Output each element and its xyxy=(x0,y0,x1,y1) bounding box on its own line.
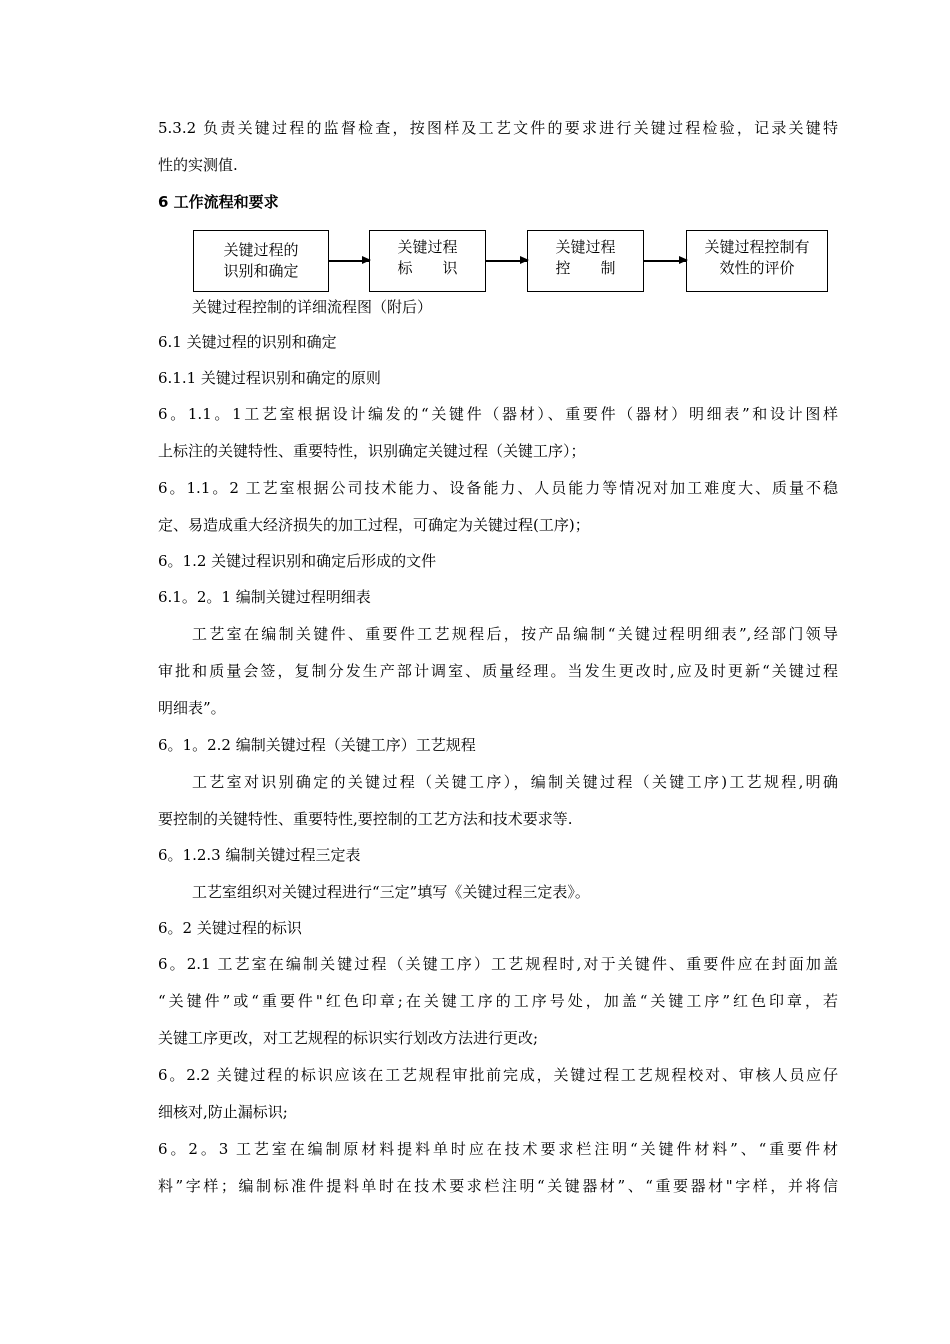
flow-box-evaluate-line-2: 效性的评价 xyxy=(719,259,795,277)
flow-box-identify xyxy=(193,230,329,292)
flow-chart-caption: 关键过程控制的详细流程图（附后） xyxy=(192,298,433,316)
flow-arrow-3 xyxy=(644,260,686,262)
flow-box-identify-line-1: 关键过程的 xyxy=(223,241,299,259)
section-6-1-2-heading: 6。1.2 关键过程识别和确定后形成的文件 xyxy=(158,552,437,570)
flow-box-control xyxy=(527,230,644,292)
section-6-2-heading: 6。2 关键过程的标识 xyxy=(158,919,302,937)
flow-box-control-line-2: 控 制 xyxy=(555,259,616,277)
flow-box-mark xyxy=(369,230,486,292)
paragraph-6-1-1-2-line-2: 定、易造成重大经济损失的加工过程，可确定为关键过程(工序)； xyxy=(158,516,590,534)
flow-box-mark-line-2: 标 识 xyxy=(397,259,458,277)
paragraph-5-3-2-line-1: 5.3.2 负责关键过程的监督检查，按图样及工艺文件的要求进行关键过程检验，记录关键特 xyxy=(158,119,838,137)
paragraph-6-1-2-2-line-1: 工艺室对识别确定的关键过程（关键工序），编制关键过程（关键工序)工艺规程,明确 xyxy=(192,773,838,791)
paragraph-6-2-3-line-2: 料”字样；编制标准件提料单时在技术要求栏注明“关键器材”、“重要器材"字样，并将信 xyxy=(158,1177,838,1195)
paragraph-5-3-2-line-2: 性的实测值. xyxy=(158,156,238,174)
paragraph-6-1-2-1-line-1: 工艺室在编制关键件、重要件工艺规程后，按产品编制“关键过程明细表”,经部门领导 xyxy=(192,625,838,643)
section-6-1-2-3-heading: 6。1.2.3 编制关键过程三定表 xyxy=(158,846,361,864)
paragraph-6-2-1-line-2: “关键件”或“重要件"红色印章;在关键工序的工序号处，加盖“关键工序”红色印章，若 xyxy=(158,992,838,1010)
paragraph-6-2-1-line-1: 6。2.1 工艺室在编制关键过程（关键工序）工艺规程时,对于关键件、重要件应在封面加盖 xyxy=(158,955,838,973)
section-6-1-1-heading: 6.1.1 关键过程识别和确定的原则 xyxy=(158,369,381,387)
section-6-1-heading: 6.1 关键过程的识别和确定 xyxy=(158,333,337,351)
paragraph-6-1-1-1-line-1: 6。1.1。1工艺室根据设计编发的“关键件（器材）、重要件（器材）明细表”和设计图样 xyxy=(158,405,838,423)
paragraph-6-1-1-2-line-1: 6。1.1。2 工艺室根据公司技术能力、设备能力、人员能力等情况对加工难度大、质量不稳 xyxy=(158,479,838,497)
section-6-1-2-1-heading: 6.1。2。1 编制关键过程明细表 xyxy=(158,588,371,606)
paragraph-6-2-3-line-1: 6。2。3 工艺室在编制原材料提料单时应在技术要求栏注明“关键件材料”、“重要件材 xyxy=(158,1140,838,1158)
paragraph-6-1-2-3: 工艺室组织对关键过程进行“三定”填写《关键过程三定表》。 xyxy=(192,883,590,901)
flow-box-control-line-1: 关键过程 xyxy=(555,238,616,256)
flow-box-mark-line-1: 关键过程 xyxy=(397,238,458,256)
paragraph-6-1-2-2-line-2: 要控制的关键特性、重要特性,要控制的工艺方法和技术要求等. xyxy=(158,810,573,828)
flow-arrow-1 xyxy=(329,260,369,262)
flow-box-evaluate-line-1: 关键过程控制有 xyxy=(704,238,810,256)
section-6-heading: 6 工作流程和要求 xyxy=(158,193,279,211)
flow-box-evaluate xyxy=(686,230,828,292)
flow-box-identify-line-2: 识别和确定 xyxy=(223,262,299,280)
paragraph-6-2-1-line-3: 关键工序更改，对工艺规程的标识实行划改方法进行更改; xyxy=(158,1029,539,1047)
paragraph-6-2-2-line-2: 细核对,防止漏标识; xyxy=(158,1103,288,1121)
paragraph-6-1-2-1-line-2: 审批和质量会签，复制分发生产部计调室、质量经理。当发生更改时,应及时更新“关键过程 xyxy=(158,662,838,680)
paragraph-6-2-2-line-1: 6。2.2 关键过程的标识应该在工艺规程审批前完成，关键过程工艺规程校对、审核人员应仔 xyxy=(158,1066,838,1084)
paragraph-6-1-1-1-line-2: 上标注的关键特性、重要特性，识别确定关键过程（关键工序）； xyxy=(158,442,586,460)
flow-arrow-2 xyxy=(486,260,527,262)
section-6-1-2-2-heading: 6。1。2.2 编制关键过程（关键工序）工艺规程 xyxy=(158,736,476,754)
paragraph-6-1-2-1-line-3: 明细表”。 xyxy=(158,699,226,717)
